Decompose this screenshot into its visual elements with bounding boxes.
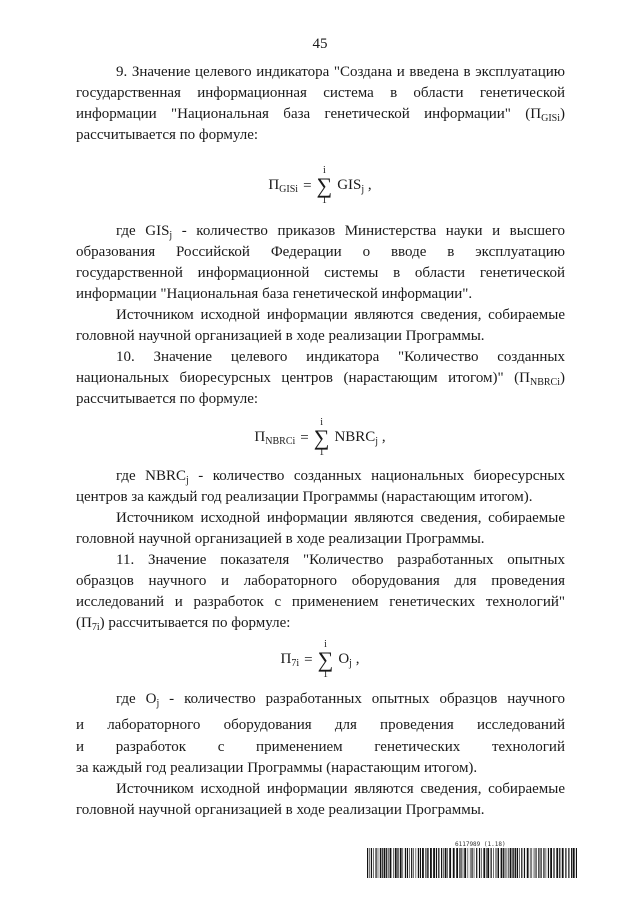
barcode-bar xyxy=(519,848,520,878)
barcode-bar xyxy=(543,848,544,878)
barcode-bar xyxy=(553,848,554,878)
barcode xyxy=(367,848,577,878)
barcode-bar xyxy=(447,848,448,878)
barcode-bar xyxy=(420,848,421,878)
indicator-9-line-4: рассчитывается по формуле: xyxy=(76,127,259,143)
source-11-line-1: Источником исходной информации являются сведения, собираемые xyxy=(116,781,565,797)
barcode-bar xyxy=(409,848,410,878)
barcode-bar xyxy=(405,848,406,878)
barcode-bar xyxy=(536,848,537,878)
barcode-bar xyxy=(476,848,477,878)
indicator-11-line-3: исследований и разработок с применением генетических технологий" xyxy=(76,594,565,610)
barcode-bar xyxy=(513,848,514,878)
barcode-bar xyxy=(393,848,394,878)
barcode-bar xyxy=(418,848,419,878)
barcode-bar xyxy=(397,848,398,878)
barcode-bar xyxy=(390,848,392,878)
barcode-bar xyxy=(535,848,536,878)
barcode-bar xyxy=(382,848,383,878)
barcode-bar xyxy=(443,848,444,878)
barcode-bar xyxy=(380,848,381,878)
formula-gis: $П_{GISi}$ = i ∑ 1 $GIS_j$ , xyxy=(268,165,372,206)
barcode-bar xyxy=(479,848,480,878)
barcode-bar xyxy=(459,848,460,878)
barcode-bar xyxy=(507,848,508,878)
where-gis-line-4: информации "Национальная база генетической информации". xyxy=(76,286,473,302)
barcode-bar xyxy=(428,848,429,878)
barcode-bar xyxy=(386,848,387,878)
barcode-bar xyxy=(487,848,489,878)
barcode-bar xyxy=(471,848,472,878)
barcode-bar xyxy=(521,848,522,878)
barcode-bar xyxy=(562,848,564,878)
formula-nbrc: $П_{NBRCi}$ = i ∑ 1 $NBRC_j$ , xyxy=(254,417,386,458)
formula-o: $П_{7i}$ = i ∑ 1 $O_j$ , xyxy=(280,639,360,680)
barcode-bar xyxy=(493,848,494,878)
barcode-bar xyxy=(496,848,497,878)
sum-sign: i ∑ 1 xyxy=(316,165,333,206)
barcode-bar xyxy=(530,848,531,878)
barcode-bar xyxy=(436,848,437,878)
barcode-bar xyxy=(384,848,386,878)
barcode-bar xyxy=(497,848,498,878)
indicator-11-line-2: образцов научного и лабораторного оборудования для проведения xyxy=(76,573,565,589)
indicator-10-line-3: рассчитывается по формуле: xyxy=(76,391,259,407)
barcode-bar xyxy=(486,848,487,878)
indicator-10-line-2: национальных биоресурсных центров (нарастающим итогом)" $(П_{NBRCi})$ xyxy=(76,370,565,388)
barcode-bar xyxy=(441,848,442,878)
barcode-bar xyxy=(425,848,426,878)
barcode-bar xyxy=(534,848,535,878)
where-gis-line-1: где $GIS_j$ - количество приказов Министерства науки и высшего xyxy=(116,223,565,241)
barcode-bar xyxy=(508,848,509,878)
barcode-bar xyxy=(375,848,376,878)
barcode-bar xyxy=(550,848,552,878)
barcode-bar xyxy=(395,848,397,878)
barcode-bar xyxy=(565,848,566,878)
barcode-label: 6117989 (1.18) xyxy=(455,841,506,848)
source-10-line-1: Источником исходной информации являются сведения, собираемые xyxy=(116,510,565,526)
where-gis-line-3: государственной информационной системы в области генетической xyxy=(76,265,565,281)
barcode-bar xyxy=(527,848,529,878)
indicator-11-line-4: $(П_{7i})$ рассчитывается по формуле: xyxy=(76,615,291,633)
sum-sign: i ∑ 1 xyxy=(317,639,334,680)
barcode-bar xyxy=(503,848,504,878)
barcode-bar xyxy=(501,848,503,878)
barcode-bar xyxy=(407,848,408,878)
source-10-line-2: головной научной организацией в ходе реализации Программы. xyxy=(76,531,485,547)
barcode-bar xyxy=(449,848,451,878)
where-o-line-1: где $O_j$ - количество разработанных опытных образцов научного xyxy=(116,691,566,709)
barcode-bar xyxy=(388,848,389,878)
barcode-bar xyxy=(402,848,403,878)
page-number: 45 xyxy=(312,36,328,52)
barcode-bar xyxy=(556,848,558,878)
indicator-9-line-1: 9. Значение целевого индикатора "Создана и введена в эксплуатацию xyxy=(116,64,565,80)
barcode-bar xyxy=(524,848,525,878)
barcode-bar xyxy=(498,848,499,878)
barcode-bar xyxy=(430,848,432,878)
indicator-10-line-1: 10. Значение целевого индикатора "Количество созданных xyxy=(116,349,565,365)
barcode-bar xyxy=(517,848,518,878)
barcode-bar xyxy=(453,848,455,878)
barcode-bar xyxy=(445,848,447,878)
indicator-9-line-2: государственная информационная система в области генетической xyxy=(76,85,565,101)
source-9-line-2: головной научной организацией в ходе реализации Программы. xyxy=(76,328,485,344)
barcode-bar xyxy=(576,848,577,878)
barcode-bar xyxy=(491,848,492,878)
barcode-bar xyxy=(540,848,541,878)
barcode-bar xyxy=(559,848,560,878)
sum-sign: i ∑ 1 xyxy=(313,417,330,458)
barcode-bar xyxy=(433,848,435,878)
barcode-bar xyxy=(512,848,513,878)
barcode-bar xyxy=(416,848,417,878)
where-o-line-4: за каждый год реализации Программы (нарастающим итогом). xyxy=(76,760,478,776)
source-9-line-1: Источником исходной информации являются сведения, собираемые xyxy=(116,307,565,323)
barcode-bar xyxy=(367,848,368,878)
where-nbrc-line-2: центров за каждый год реализации Программы (нарастающим итогом). xyxy=(76,489,533,505)
barcode-bar xyxy=(548,848,549,878)
barcode-bar xyxy=(463,848,464,878)
barcode-bar xyxy=(568,848,569,878)
barcode-bar xyxy=(369,848,370,878)
barcode-bar xyxy=(515,848,516,878)
barcode-bar xyxy=(427,848,428,878)
indicator-11-line-1: 11. Значение показателя "Количество разработанных опытных xyxy=(116,552,565,568)
barcode-bar xyxy=(373,848,374,878)
barcode-bar xyxy=(571,848,572,878)
barcode-bar xyxy=(456,848,458,878)
barcode-bar xyxy=(464,848,466,878)
barcode-bar xyxy=(378,848,379,878)
barcode-bar xyxy=(474,848,475,878)
barcode-bar xyxy=(422,848,424,878)
barcode-bar xyxy=(468,848,469,878)
barcode-bar xyxy=(481,848,482,878)
source-11-line-2: головной научной организацией в ходе реализации Программы. xyxy=(76,802,485,818)
where-gis-line-2: образования Российской Федерации о вводе в эксплуатацию xyxy=(76,244,565,260)
indicator-9-line-3: информации "Национальная база генетической информации" $(П_{GISi})$ xyxy=(76,106,565,124)
barcode-bar xyxy=(538,848,539,878)
where-nbrc-line-1: где $NBRC_j$ - количество созданных национальных биоресурсных xyxy=(116,468,565,486)
barcode-bar xyxy=(505,848,506,878)
barcode-bar xyxy=(531,848,532,878)
barcode-bar xyxy=(510,848,512,878)
barcode-bar xyxy=(413,848,414,878)
where-o-line-2: и лабораторного оборудования для проведения исследований xyxy=(76,717,565,733)
barcode-bar xyxy=(400,848,402,878)
barcode-bar xyxy=(411,848,412,878)
where-o-line-3: и разработок с применением генетических технологий xyxy=(76,739,565,755)
barcode-bar xyxy=(573,848,575,878)
barcode-bar xyxy=(371,848,372,878)
barcode-bar xyxy=(438,848,439,878)
barcode-bar xyxy=(470,848,471,878)
barcode-bar xyxy=(546,848,547,878)
barcode-bar xyxy=(461,848,462,878)
barcode-bar xyxy=(483,848,485,878)
